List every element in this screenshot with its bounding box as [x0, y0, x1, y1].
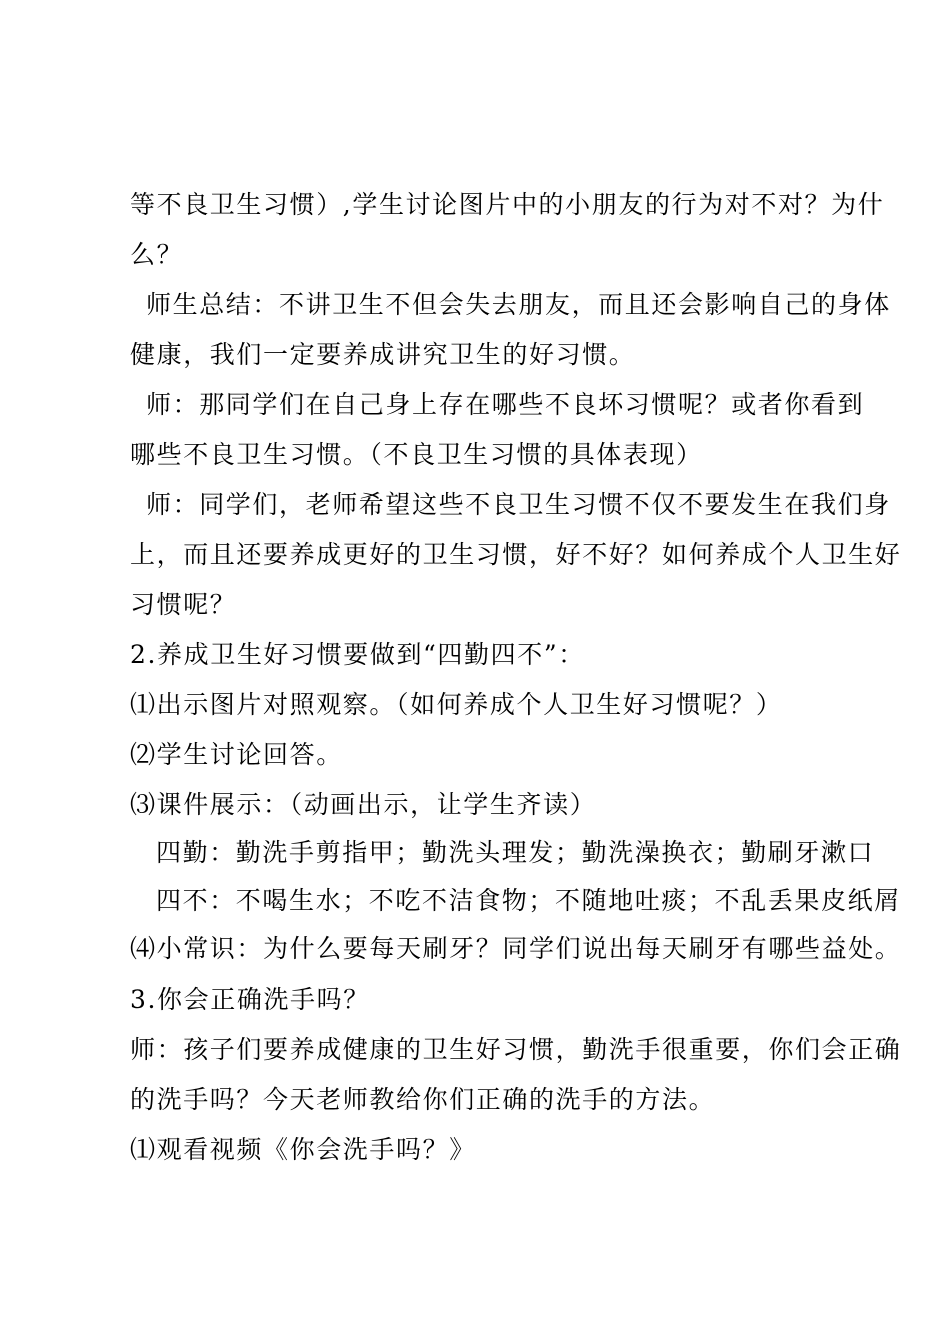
text-line: 健康，我们一定要养成讲究卫生的好习惯。 [130, 340, 636, 369]
text-line: 四不：不喝生水；不吃不洁食物；不随地吐痰；不乱丢果皮纸屑 [156, 886, 901, 915]
section-heading: 3.你会正确洗手吗？ [130, 985, 370, 1014]
text-line: 师：那同学们在自己身上存在哪些不良坏习惯呢？或者你看到 [146, 390, 865, 419]
list-item: ⑷小常识：为什么要每天刷牙？同学们说出每天刷牙有哪些益处。 [130, 934, 902, 963]
text-line: 的洗手吗？今天老师教给你们正确的洗手的方法。 [130, 1085, 716, 1114]
list-item: ⑶课件展示：（动画出示，让学生齐读） [130, 790, 597, 819]
text-line: 哪些不良卫生习惯。（不良卫生习惯的具体表现） [130, 440, 703, 469]
list-item: ⑴观看视频《你会洗手吗？》 [130, 1135, 476, 1164]
text-line: 习惯呢？ [130, 590, 237, 619]
section-heading: 2.养成卫生好习惯要做到“四勤四不”： [130, 640, 585, 669]
text-line: 师：孩子们要养成健康的卫生好习惯，勤洗手很重要，你们会正确 [130, 1035, 902, 1064]
list-item: ⑵学生讨论回答。 [130, 740, 343, 769]
text-line: 师：同学们，老师希望这些不良卫生习惯不仅不要发生在我们身 [146, 490, 891, 519]
list-item: ⑴出示图片对照观察。（如何养成个人卫生好习惯呢？） [130, 690, 783, 719]
text-line: 四勤：勤洗手剪指甲；勤洗头理发；勤洗澡换衣；勤刷牙漱口 [156, 838, 875, 867]
text-line: 师生总结：不讲卫生不但会失去朋友，而且还会影响自己的身体 [146, 290, 891, 319]
text-line: 上，而且还要养成更好的卫生习惯，好不好？如何养成个人卫生好 [130, 540, 902, 569]
text-line: 等不良卫生习惯）,学生讨论图片中的小朋友的行为对不对？为什 [130, 190, 885, 219]
text-line: 么？ [130, 240, 184, 269]
